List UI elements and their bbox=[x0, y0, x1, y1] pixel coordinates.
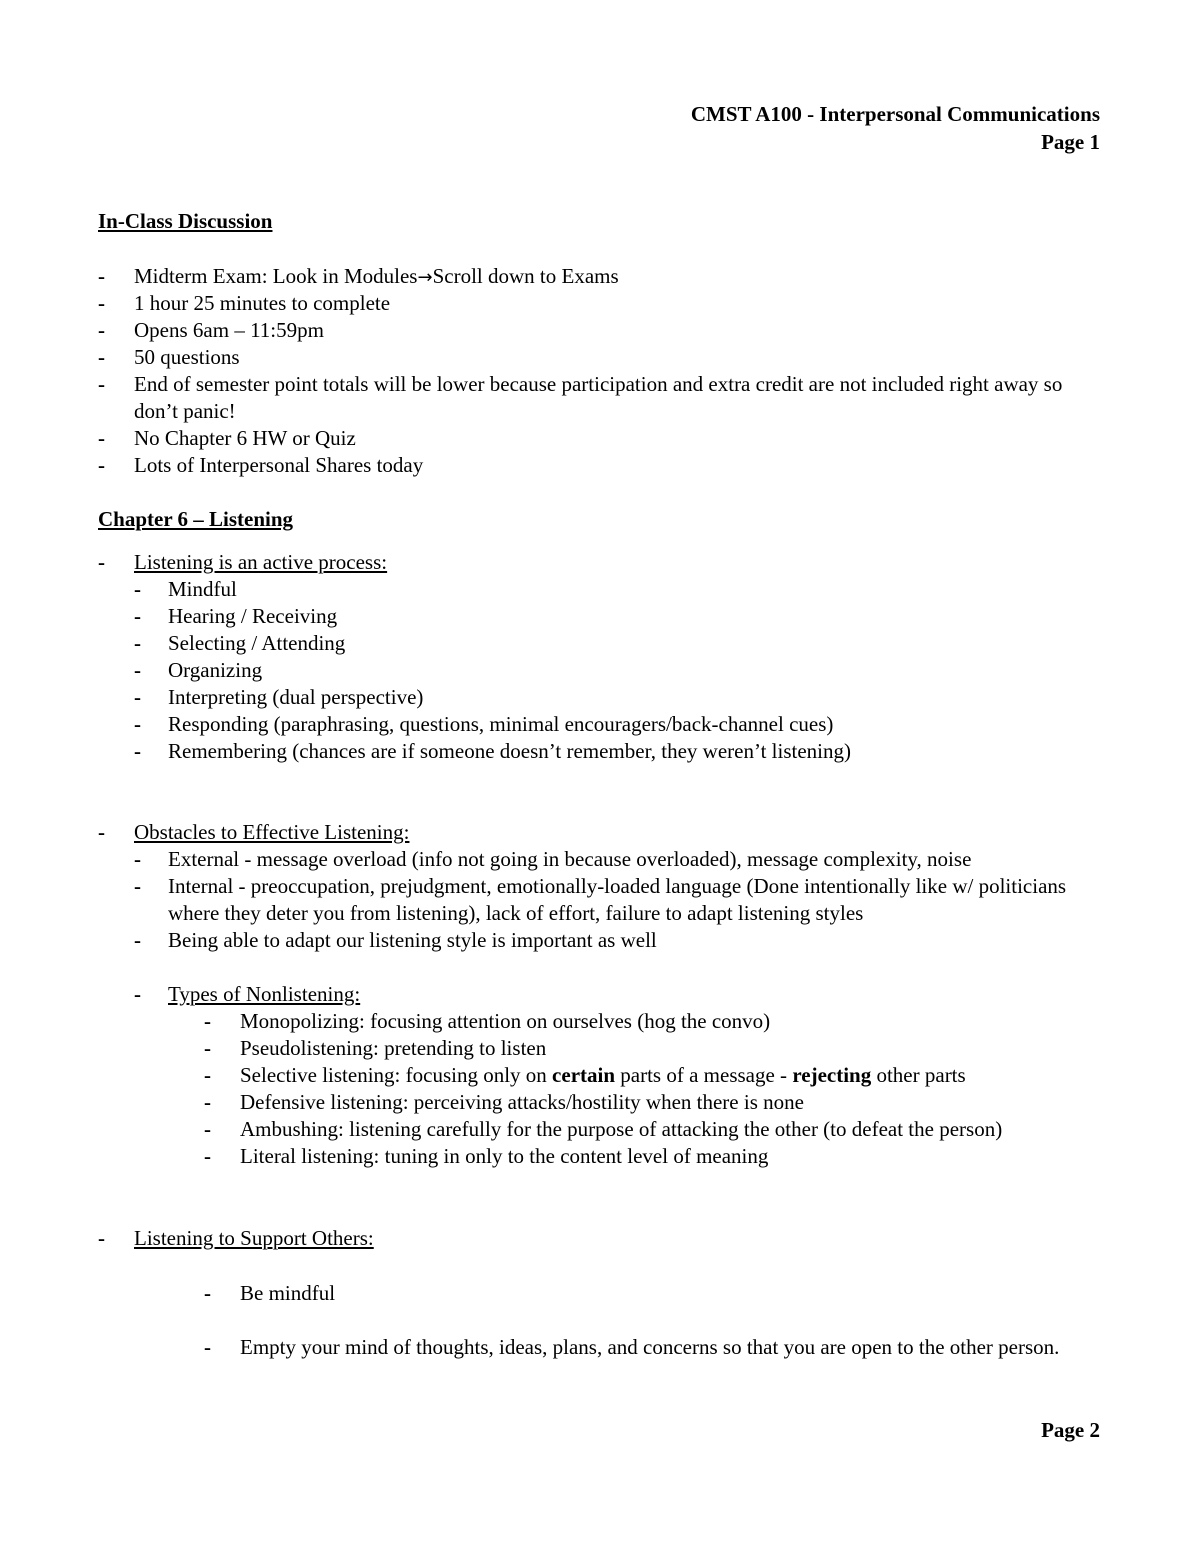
item-text: Ambushing: listening carefully for the purpose of attacking the other (to defeat the person) bbox=[240, 1117, 1003, 1141]
list-item bbox=[204, 1280, 1100, 1307]
item-text: Be mindful bbox=[240, 1281, 336, 1305]
item-text: Selecting / Attending bbox=[168, 631, 346, 655]
list-item bbox=[98, 1225, 1100, 1252]
list-item bbox=[134, 927, 1100, 954]
list-item bbox=[134, 873, 1100, 927]
bullet-dash: - bbox=[134, 658, 141, 682]
list-item bbox=[134, 684, 1100, 711]
list-item bbox=[98, 317, 1100, 344]
list-item bbox=[98, 263, 1100, 291]
page-footer bbox=[1041, 1416, 1100, 1444]
item-text: Organizing bbox=[168, 658, 263, 682]
list-item bbox=[134, 981, 1100, 1008]
page-number: Page 2 bbox=[1041, 1418, 1100, 1442]
subsection-heading: Types of Nonlistening: bbox=[168, 982, 361, 1006]
item-text: No Chapter 6 HW or Quiz bbox=[134, 426, 356, 450]
bullet-dash: - bbox=[98, 1226, 105, 1250]
list-item bbox=[204, 1089, 1100, 1116]
bullet-dash: - bbox=[204, 1090, 211, 1114]
list-item bbox=[134, 846, 1100, 873]
item-text: 50 questions bbox=[134, 345, 240, 369]
list-item bbox=[98, 290, 1100, 317]
list-item bbox=[98, 549, 1100, 576]
item-text: Defensive listening: perceiving attacks/hostility when there is none bbox=[240, 1090, 804, 1114]
list-item bbox=[98, 371, 1100, 425]
bullet-dash: - bbox=[134, 739, 141, 763]
bullet-dash: - bbox=[204, 1036, 211, 1060]
item-text: parts of a message - bbox=[615, 1063, 793, 1087]
bullet-dash: - bbox=[98, 550, 105, 574]
item-text: Mindful bbox=[168, 577, 237, 601]
bullet-dash: - bbox=[98, 345, 105, 369]
subsection-heading: Listening to Support Others: bbox=[134, 1226, 374, 1250]
list-item bbox=[134, 576, 1100, 603]
item-text: Hearing / Receiving bbox=[168, 604, 338, 628]
arrow-icon: → bbox=[417, 267, 433, 288]
item-text: End of semester point totals will be lower because participation and extra credit are not included right away so don’t panic! bbox=[134, 372, 1063, 423]
bullet-dash: - bbox=[98, 372, 105, 396]
item-text: Internal - preoccupation, prejudgment, emotionally-loaded language (Done intentionally like w/ politicians where they deter you from listening), lack of effort, failure to adapt listening styles bbox=[168, 874, 1067, 925]
bullet-dash: - bbox=[134, 847, 141, 871]
item-text: External - message overload (info not going in because overloaded), message complexity, noise bbox=[168, 847, 972, 871]
list-item bbox=[98, 452, 1100, 479]
item-text: Remembering (chances are if someone doesn’t remember, they weren’t listening) bbox=[168, 739, 851, 763]
item-text: Opens 6am – 11:59pm bbox=[134, 318, 324, 342]
bullet-dash: - bbox=[134, 874, 141, 898]
list-item bbox=[204, 1143, 1100, 1170]
list-item bbox=[98, 425, 1100, 452]
item-text: other parts bbox=[871, 1063, 966, 1087]
list-item bbox=[134, 711, 1100, 738]
bullet-dash: - bbox=[134, 928, 141, 952]
list-item bbox=[98, 819, 1100, 846]
item-text: Selective listening: focusing only on bbox=[240, 1063, 553, 1087]
bullet-dash: - bbox=[134, 577, 141, 601]
bullet-dash: - bbox=[134, 685, 141, 709]
bullet-dash: - bbox=[134, 712, 141, 736]
list-item bbox=[204, 1008, 1100, 1035]
bullet-dash: - bbox=[204, 1117, 211, 1141]
emphasis-text: rejecting bbox=[792, 1063, 872, 1087]
list-item bbox=[134, 738, 1100, 765]
item-text: Empty your mind of thoughts, ideas, plans, and concerns so that you are open to the other person. bbox=[240, 1335, 1060, 1359]
bullet-dash: - bbox=[204, 1335, 211, 1359]
item-text: 1 hour 25 minutes to complete bbox=[134, 291, 391, 315]
bullet-dash: - bbox=[98, 264, 105, 288]
bullet-dash: - bbox=[134, 982, 141, 1006]
list-item bbox=[204, 1035, 1100, 1062]
list-item bbox=[204, 1334, 1100, 1361]
page-number: Page 1 bbox=[1041, 130, 1100, 154]
item-text: Midterm Exam: Look in Modules bbox=[134, 264, 418, 288]
list-item bbox=[134, 630, 1100, 657]
chapter-heading: Chapter 6 – Listening bbox=[98, 507, 294, 531]
course-title: CMST A100 - Interpersonal Communications bbox=[690, 102, 1100, 126]
item-text: Being able to adapt our listening style is important as well bbox=[168, 928, 657, 952]
page-header bbox=[691, 100, 1100, 156]
bullet-dash: - bbox=[98, 291, 105, 315]
subsection-heading: Obstacles to Effective Listening: bbox=[134, 820, 410, 844]
bullet-dash: - bbox=[98, 318, 105, 342]
item-text: Monopolizing: focusing attention on ourselves (hog the convo) bbox=[240, 1009, 771, 1033]
list-item bbox=[134, 657, 1100, 684]
item-text: Pseudolistening: pretending to listen bbox=[240, 1036, 547, 1060]
in-class-heading: In-Class Discussion bbox=[98, 209, 273, 233]
list-item bbox=[204, 1062, 1100, 1089]
list-item bbox=[98, 344, 1100, 371]
subsection-heading: Listening is an active process: bbox=[134, 550, 388, 574]
emphasis-text: certain bbox=[552, 1063, 616, 1087]
list-item bbox=[204, 1116, 1100, 1143]
bullet-dash: - bbox=[98, 453, 105, 477]
bullet-dash: - bbox=[204, 1144, 211, 1168]
item-text: Scroll down to Exams bbox=[432, 264, 619, 288]
bullet-dash: - bbox=[204, 1281, 211, 1305]
item-text: Lots of Interpersonal Shares today bbox=[134, 453, 424, 477]
bullet-dash: - bbox=[204, 1063, 211, 1087]
bullet-dash: - bbox=[204, 1009, 211, 1033]
bullet-dash: - bbox=[98, 426, 105, 450]
item-text: Interpreting (dual perspective) bbox=[168, 685, 424, 709]
item-text: Literal listening: tuning in only to the content level of meaning bbox=[240, 1144, 769, 1168]
bullet-dash: - bbox=[134, 604, 141, 628]
bullet-dash: - bbox=[134, 631, 141, 655]
bullet-dash: - bbox=[98, 820, 105, 844]
item-text: Responding (paraphrasing, questions, minimal encouragers/back-channel cues) bbox=[168, 712, 834, 736]
list-item bbox=[134, 603, 1100, 630]
